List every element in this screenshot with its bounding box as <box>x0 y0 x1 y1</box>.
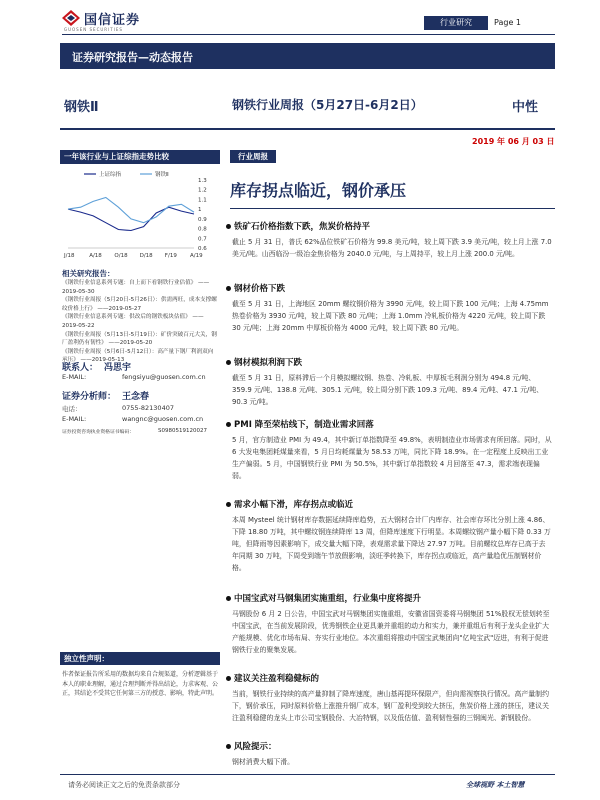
x-tick-label: F/19 <box>164 253 177 259</box>
analyst-email[interactable]: wangnc@guosen.com.cn <box>122 415 204 423</box>
footer-divider <box>60 774 555 775</box>
contact-email[interactable]: fengsiyu@guosen.com.cn <box>122 373 206 381</box>
series-line <box>68 198 194 223</box>
footer-slogan: 全球视野 本土智慧 <box>466 781 525 789</box>
section-body: 5 月，官方制造业 PMI 为 49.4，其中新订单指数降至 49.8%，表明制造业市场需求有所回落。同时，从 6 大发电集团耗煤量来看，5 月日均耗煤量为 58.53 万吨，同比下降 18.9%。在一定程度上反映出工业生产偏弱。5 月，中国钢铁行业 PMI 为 50.5%，其中新订单指数较 4 月回落至 47.3，需求端表现偏弱。 <box>232 436 552 480</box>
contact-label: 联系人： <box>62 363 99 373</box>
x-tick-label: A/19 <box>190 253 203 259</box>
weekly-tag: 行业周报 <box>230 150 276 163</box>
x-tick-label: D/18 <box>139 253 153 259</box>
footer-disclaimer: 请务必阅读正文之后的免责条款部分 <box>68 781 180 789</box>
cert-label: 证券投资咨询执业资格证书编码： <box>62 430 134 435</box>
chart-section-title: 一年该行业与上证综指走势比较 <box>60 150 220 164</box>
related-reports-list <box>62 279 218 365</box>
section-body: 当前，钢铁行业持续的高产量抑制了降库速度，唐山基再提环保限产，但向需视察执行情况。高产量制约下，钢价承压，同时原料价格上涨推升钢厂成本，钢厂盈利受到较大挤压，焦炭价格上涨的挤压，建议关注盈利稳健的龙头上市公司宝钢股份、大冶特钢，以及低估值、盈利韧性强的三钢闽光、新钢股份。 <box>232 690 549 722</box>
phone-label: 电话： <box>62 405 82 413</box>
bullet-icon <box>226 596 231 601</box>
report-date: 2019 年 06 月 03 日 <box>472 137 555 146</box>
section-heading: 中国宝武对马钢集团实施重组，行业集中度将提升 <box>226 592 421 604</box>
section-body: 本周 Mysteel 统计钢材库存数据延续降库趋势，五大钢材合计厂内库存、社会库存环比分别上涨 4.86、下降 18.80 万吨，其中螺纹钢连续降库 13 周，但降库速度下行明显。本周螺纹钢产量小幅下降 0.33 万吨，但降雨等因素影响下，成交量大幅下降，表观需求量下降达 27.97 万吨。目前螺纹总库存已高于去年同期 30 万吨，下周受到端午节放假影响，淡旺季转换下，库存拐点或临近，高产量趋优压制钢材价格。 <box>232 516 551 572</box>
disclaimer-title: 独立性声明： <box>60 652 220 665</box>
legend-label: 钢铁Ⅱ <box>155 172 169 178</box>
main-title: 库存拐点临近，钢价承压 <box>230 181 407 200</box>
report-type-tag: 行业研究 <box>424 16 488 30</box>
banner-text: 证券研究报告—动态报告 <box>72 51 193 64</box>
related-reports-title: 相关研究报告： <box>62 269 115 278</box>
x-tick-label: O/18 <box>114 253 128 259</box>
bullet-icon <box>226 676 231 681</box>
logo-text: 国信证券 <box>84 13 141 28</box>
analyst-name: 王念春 <box>122 392 150 402</box>
section-heading: PMI 降至荣枯线下，制造业需求回落 <box>226 418 374 430</box>
x-tick-label: J/18 <box>64 253 75 259</box>
related-report-item[interactable]: 《钢铁行业信息系列专题：供改后的钢铁板块估值》 ——2019-05-22 <box>62 314 204 329</box>
section-heading: 建议关注盈利稳健标的 <box>226 672 319 684</box>
section-heading: 铁矿石价格指数下跌，焦炭价格持平 <box>226 220 370 232</box>
y-tick-label: 1.2 <box>198 187 207 194</box>
rating: 中性 <box>512 100 539 115</box>
guosen-logo-icon <box>62 10 80 26</box>
bullet-icon <box>226 422 231 427</box>
bullet-icon <box>226 744 231 749</box>
analyst-phone: 0755-82130407 <box>122 404 174 412</box>
y-tick-label: 0.9 <box>198 216 207 223</box>
section-heading: 需求小幅下滑，库存拐点或临近 <box>226 498 353 510</box>
y-tick-label: 1.3 <box>198 178 207 184</box>
y-tick-label: 0.7 <box>198 236 207 243</box>
section-body: 钢材消费大幅下滑。 <box>232 758 295 766</box>
y-tick-label: 0.6 <box>198 246 207 252</box>
y-tick-label: 1 <box>198 207 202 214</box>
related-report-item[interactable]: 《钢铁行业周报（5月6日-5月12日）：高产量下钢厂利润双向承压》 ——2019-05-13 <box>62 348 214 364</box>
analyst-label: 证券分析师： <box>62 392 117 402</box>
section-body: 马钢股份 6 月 2 日公告，中国宝武对马钢集团实施重组，安徽省国资委将马钢集团 51%股权无偿划转至中国宝武，在当前发展阶段，优秀钢铁企业更具兼并重组的动力和实力，兼并重组后有利于龙头企业扩大产能规模、优化市场布局、夯实行业地位。本次重组将推动中国宝武集团向"亿吨宝武"迈进，有利于促进钢铁行业的聚集发展。 <box>232 610 550 654</box>
legend-label: 上证综指 <box>99 172 122 178</box>
y-tick-label: 0.8 <box>198 226 207 233</box>
section-body: 截止 5 月 31 日，普氏 62%品位铁矿石价格为 99.8 美元/吨，较上周下跌 3.9 美元/吨，较上月上涨 7.0 美元/吨。山西临汾一级冶金焦价格为 2040.0 元/吨，与上周持平，较上月上涨 200.0 元/吨。 <box>232 238 552 258</box>
section-heading: 风险提示： <box>226 740 277 752</box>
title-divider <box>60 128 555 130</box>
bullet-icon <box>226 502 231 507</box>
section-body: 截至 5 月 31 日，原料滞后一个月模拟螺纹钢、热卷、冷轧板、中厚板毛利润分别为 494.8 元/吨、359.9 元/吨、138.8 元/吨、305.1 元/吨，较上周分别下跌 109.3 元/吨、89.4 元/吨、47.1 元/吨、90.3 元/吨。 <box>232 374 544 406</box>
report-title: 钢铁行业周报（5月27日-6月2日） <box>232 98 423 112</box>
related-report-item[interactable]: 《钢铁行业信息系列专题：自上而下看钢铁行业估值》 ——2019-05-30 <box>62 280 210 295</box>
section-heading: 钢材模拟利润下跌 <box>226 356 302 368</box>
contact-email-label: E-MAIL: <box>62 373 87 381</box>
section-body: 截至 5 月 31 日，上海地区 20mm 螺纹钢价格为 3990 元/吨，较上周下跌 100 元/吨；上海 4.75mm 热卷价格为 3930 元/吨，较上周下跌 80 元/吨；上海 1.0mm 冷轧板价格为 4220 元/吨，较上周下跌 30 元/吨；上海 20mm 中厚板价格为 4000 元/吨，较上周下跌 80 元/吨。 <box>232 300 549 332</box>
bullet-icon <box>226 286 231 291</box>
related-report-item[interactable]: 《钢铁行业周报（5月13日-5月19日）：矿价突破百元大关，钢厂盈利仍有韧性》 ——2019-05-20 <box>62 331 217 347</box>
related-report-item[interactable]: 《钢铁行业周报（5月20日-5月26日）：供需两旺，成本支撑螺纹价格上行》 ——2019-05-27 <box>62 297 217 312</box>
bullet-icon <box>226 360 231 365</box>
contact-name: 冯思宇 <box>104 363 132 373</box>
index-comparison-chart <box>62 166 218 264</box>
logo-subtext: GUOSEN SECURITIES <box>64 27 123 32</box>
page-number: Page 1 <box>494 18 521 27</box>
disclaimer-text: 作者保证报告所采用的数据均来自合规渠道，分析逻辑基于本人的职业理解，通过合理判断并得出结论，力求客观、公正，其结论不受其它任何第三方的授意、影响，特此声明。 <box>62 671 219 697</box>
bullet-icon <box>226 224 231 229</box>
section-heading: 钢材价格下跌 <box>226 282 285 294</box>
header-divider <box>62 34 555 35</box>
main-title-divider <box>230 208 555 209</box>
analyst-email-label: E-MAIL: <box>62 415 87 423</box>
cert-number: S0980519120027 <box>158 428 207 434</box>
y-tick-label: 1.1 <box>198 197 207 204</box>
sector-name: 钢铁Ⅱ <box>64 100 99 115</box>
x-tick-label: A/18 <box>89 253 102 259</box>
